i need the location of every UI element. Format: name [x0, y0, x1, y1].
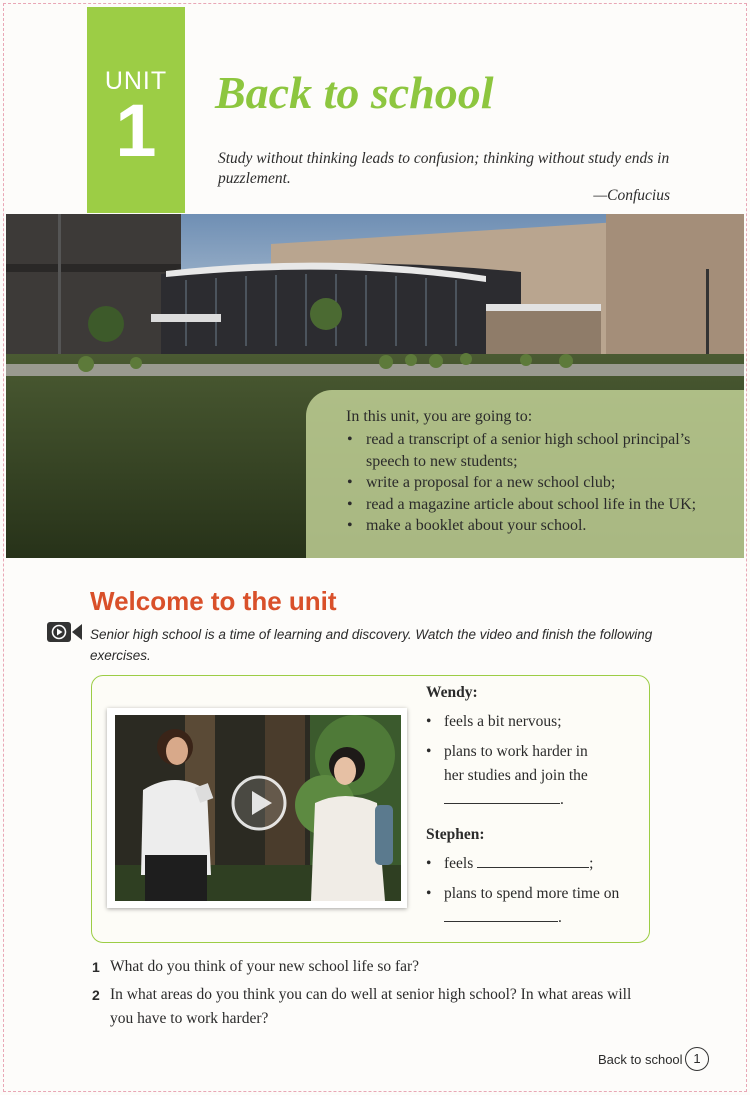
question-text: In what areas do you think you can do well at senior high school? In what areas will you have to work harder?	[110, 986, 632, 1027]
video-camera-icon	[47, 621, 83, 643]
question-2	[92, 983, 652, 1031]
stephen-bullets	[426, 852, 646, 936]
unit-tab	[87, 7, 185, 213]
wendy-club-blank[interactable]	[444, 789, 560, 804]
objective-item: • write a proposal for a new school club;	[344, 472, 724, 494]
period: .	[560, 791, 564, 808]
question-text: What do you think of your new school life so far?	[110, 958, 420, 975]
video-player[interactable]	[107, 708, 407, 908]
video-thumbnail	[115, 715, 401, 901]
section-heading: Welcome to the unit	[90, 586, 337, 616]
instructions-text: Senior high school is a time of learning and discovery. Watch the video and finish the following exercises.	[90, 627, 653, 663]
page-number: 1	[685, 1047, 709, 1071]
page-title: Back to school	[215, 67, 494, 118]
question-number: 1	[92, 959, 100, 975]
stephen-activity-blank[interactable]	[444, 907, 558, 922]
stephen-bullet-1	[426, 852, 646, 876]
objective-item: • make a booklet about your school.	[344, 515, 724, 537]
wendy-bullet-1: • feels a bit nervous;	[426, 710, 646, 734]
objective-item: • read a transcript of a senior high school principal’s speech to new students;	[344, 429, 724, 472]
wendy-bullet-2	[426, 740, 646, 812]
wendy-bullet-2-line2: her studies and join the	[444, 767, 588, 784]
footer-title: Back to school	[598, 1052, 683, 1067]
objectives-intro: In this unit, you are going to:	[346, 408, 533, 425]
stephen-bullet-1-text: feels	[444, 855, 474, 872]
speaker-name-wendy: Wendy:	[426, 684, 478, 701]
stephen-bullet-2	[426, 882, 646, 930]
wendy-bullet-2-line1: plans to work harder in	[444, 743, 588, 760]
stephen-feeling-blank[interactable]	[477, 853, 589, 868]
objectives-list	[344, 429, 724, 537]
period: .	[558, 909, 562, 926]
objective-item: • read a magazine article about school life in the UK;	[344, 494, 724, 516]
wendy-bullets	[426, 710, 646, 818]
question-number: 2	[92, 987, 100, 1003]
unit-label: UNIT	[104, 67, 168, 95]
question-1	[92, 955, 652, 979]
speaker-name-stephen: Stephen:	[426, 826, 485, 843]
stephen-bullet-2-line1: plans to spend more time on	[444, 885, 620, 902]
quote-author: —Confucius	[593, 187, 670, 204]
quote-text: Study without thinking leads to confusion; thinking without study ends in puzzlement.	[218, 150, 670, 187]
semicolon: ;	[589, 855, 594, 872]
play-icon[interactable]	[229, 773, 289, 833]
unit-number: 1	[115, 89, 157, 172]
